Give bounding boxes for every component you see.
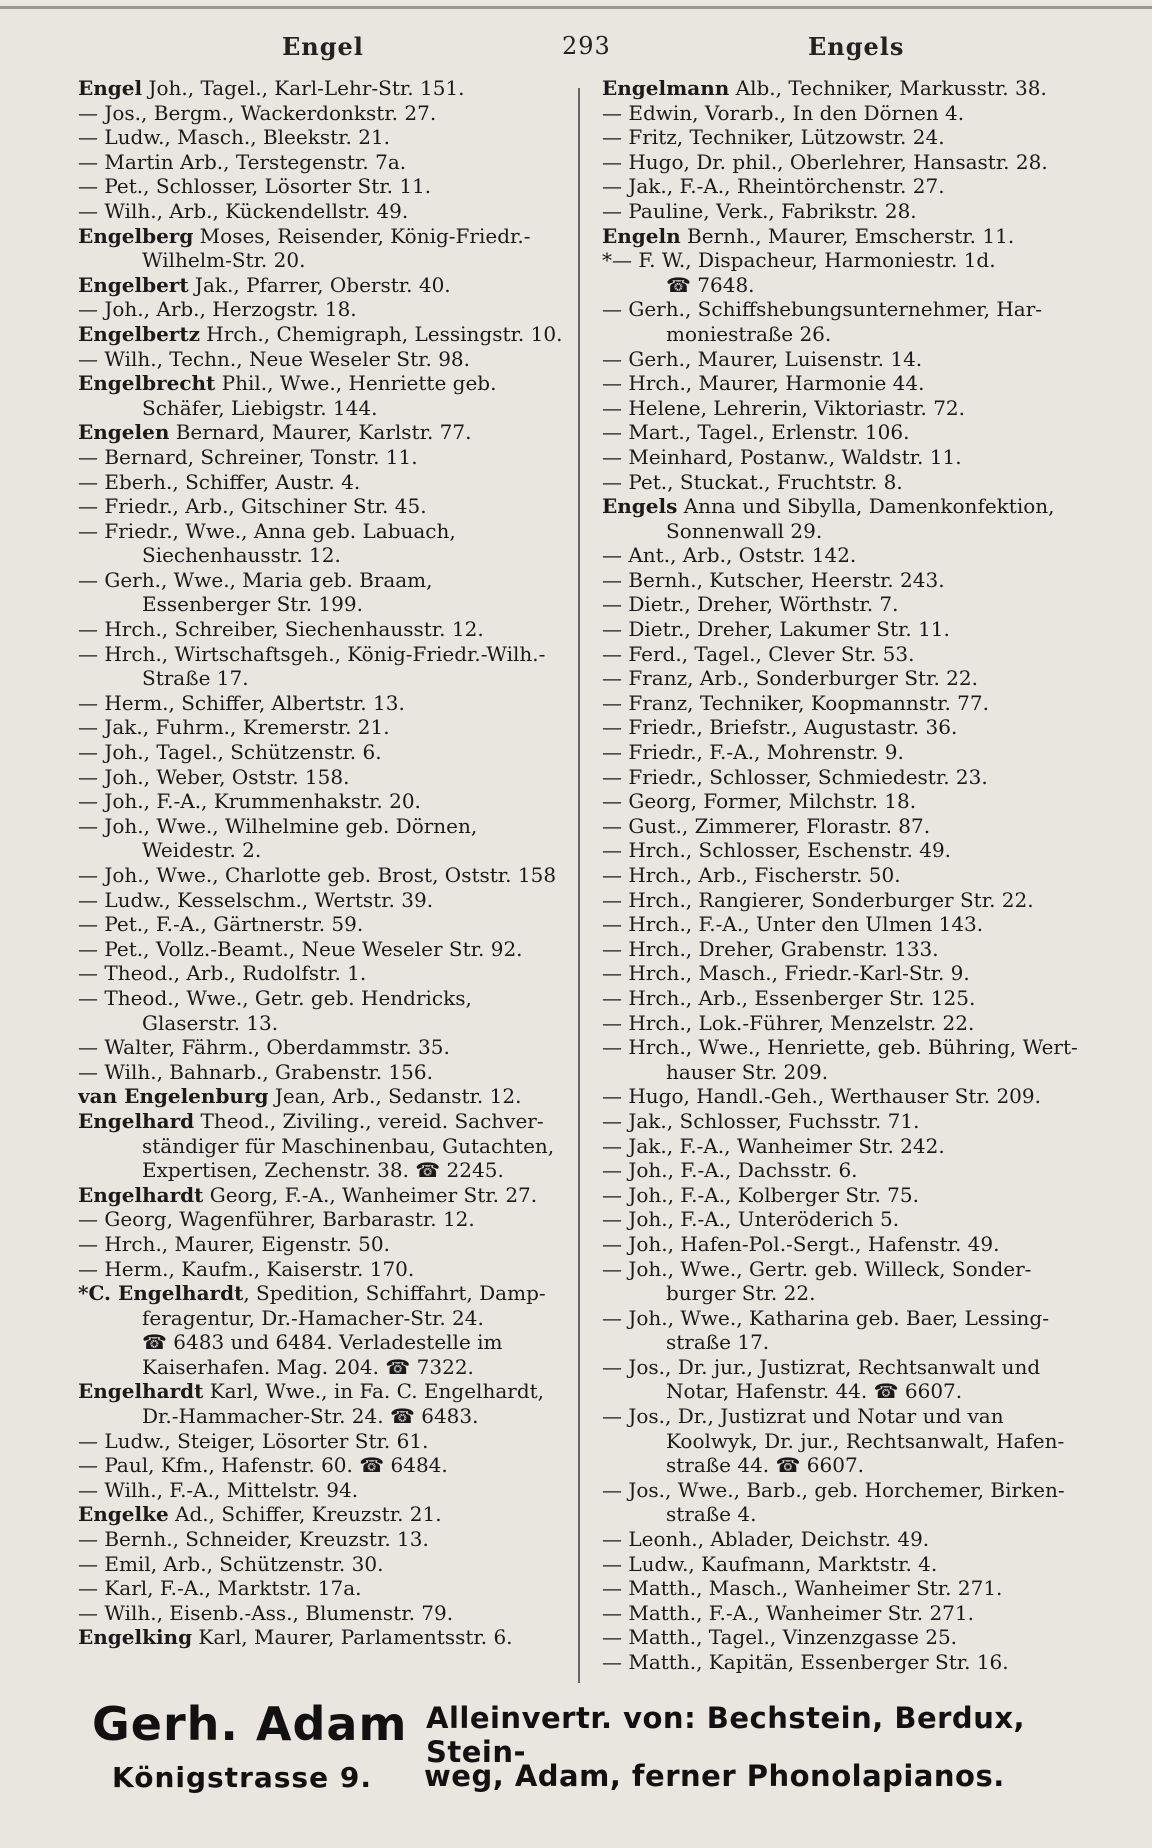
entry-text: — Franz, Techniker, Koopmannstr. 77. xyxy=(602,690,989,715)
directory-entry xyxy=(602,297,1122,322)
entry-text: — Joh., F.-A., Kolberger Str. 75. xyxy=(602,1182,919,1207)
entry-text: — Fritz, Techniker, Lützowstr. 24. xyxy=(602,125,945,150)
directory-entry xyxy=(78,76,588,101)
entry-text: — Pet., Schlosser, Lösorter Str. 11. xyxy=(78,174,432,199)
directory-entry xyxy=(78,1183,588,1208)
entry-text: — Karl, F.-A., Marktstr. 17a. xyxy=(78,1576,362,1601)
entry-text: — Georg, Wagenführer, Barbarastr. 12. xyxy=(78,1207,475,1232)
entry-text: — Joh., Wwe., Katharina geb. Baer, Lessing- xyxy=(602,1305,1049,1330)
entry-text: — Jos., Bergm., Wackerdonkstr. 27. xyxy=(78,100,437,125)
directory-entry xyxy=(602,1207,1122,1232)
directory-entry xyxy=(78,297,588,322)
entry-text: — Ludw., Masch., Bleekstr. 21. xyxy=(78,125,391,150)
directory-entry xyxy=(78,1257,588,1282)
entry-text: — Paul, Kfm., Hafenstr. 60. ☎ 6484. xyxy=(78,1453,448,1478)
directory-entry xyxy=(78,1355,588,1380)
directory-entry xyxy=(78,888,588,913)
entry-text: — Jos., Dr., Justizrat und Notar und van xyxy=(602,1404,1004,1429)
directory-entry xyxy=(602,543,1122,568)
entry-text: Dr.-Hammacher-Str. 24. ☎ 6483. xyxy=(142,1404,479,1429)
directory-entry xyxy=(602,1650,1122,1675)
entry-surname: Engelbertz xyxy=(78,321,200,346)
entry-text: — Ferd., Tagel., Clever Str. 53. xyxy=(602,641,915,666)
entry-text: — Joh., Arb., Herzogstr. 18. xyxy=(78,297,357,322)
directory-entry xyxy=(78,1453,588,1478)
directory-entry xyxy=(602,1158,1122,1183)
entry-surname: van Engelenburg xyxy=(78,1084,269,1109)
directory-entry xyxy=(78,1601,588,1626)
directory-entry xyxy=(602,1109,1122,1134)
directory-entry xyxy=(78,666,588,691)
entry-text: — Georg, Former, Milchstr. 18. xyxy=(602,789,917,814)
directory-entry xyxy=(602,1601,1122,1626)
entry-text: feragentur, Dr.-Hamacher-Str. 24. xyxy=(142,1305,484,1330)
entry-text: — Joh., Hafen-Pol.-Sergt., Hafenstr. 49. xyxy=(602,1231,1000,1256)
directory-entry xyxy=(78,396,588,421)
entry-text: — Joh., F.-A., Unteröderich 5. xyxy=(602,1207,900,1232)
directory-entry xyxy=(602,101,1122,126)
directory-entry xyxy=(602,691,1122,716)
entry-text: — Wilh., Arb., Kückendellstr. 49. xyxy=(78,198,409,223)
entry-text: — Edwin, Vorarb., In den Dörnen 4. xyxy=(602,100,965,125)
top-border xyxy=(0,6,1152,9)
directory-entry xyxy=(602,1281,1122,1306)
entry-text: *— F. W., Dispacheur, Harmoniestr. 1d. xyxy=(602,248,996,273)
entry-text: Wilhelm-Str. 20. xyxy=(142,248,306,273)
directory-entry xyxy=(78,1379,588,1404)
directory-entry xyxy=(602,1527,1122,1552)
entry-text: Glaserstr. 13. xyxy=(142,1010,279,1035)
entry-text: — Hrch., Wwe., Henriette, geb. Bühring, Wert- xyxy=(602,1035,1078,1060)
directory-entry xyxy=(602,838,1122,863)
entry-text: Essenberger Str. 199. xyxy=(142,592,363,617)
directory-entry xyxy=(602,961,1122,986)
header-left-keyword: Engel xyxy=(282,32,364,61)
entry-text: — Ludw., Kesselschm., Wertstr. 39. xyxy=(78,887,434,912)
entry-text: — Hrch., Rangierer, Sonderburger Str. 22. xyxy=(602,887,1034,912)
entry-text: — Wilh., F.-A., Mittelstr. 94. xyxy=(78,1477,359,1502)
directory-entry xyxy=(78,838,588,863)
entry-text: — Hrch., Maurer, Harmonie 44. xyxy=(602,371,925,396)
directory-entry xyxy=(602,1330,1122,1355)
entry-text: — Gerh., Wwe., Maria geb. Braam, xyxy=(78,567,433,592)
directory-entry xyxy=(78,371,588,396)
entry-text: — Eberh., Schiffer, Austr. 4. xyxy=(78,469,361,494)
entry-text: — Martin Arb., Terstegenstr. 7a. xyxy=(78,149,407,174)
entry-text: Karl, Wwe., in Fa. C. Engelhardt, xyxy=(203,1379,545,1404)
entry-surname: Engel xyxy=(78,76,143,100)
entry-text: — Joh., Weber, Oststr. 158. xyxy=(78,764,350,789)
entry-text: — Wilh., Bahnarb., Grabenstr. 156. xyxy=(78,1059,433,1084)
directory-entry xyxy=(602,347,1122,372)
entry-text: — Wilh., Eisenb.-Ass., Blumenstr. 79. xyxy=(78,1600,454,1625)
entry-text: — Jos., Wwe., Barb., geb. Horchemer, Birken- xyxy=(602,1477,1065,1502)
directory-entry xyxy=(78,1035,588,1060)
entry-text: Bernh., Maurer, Emscherstr. 11. xyxy=(680,223,1015,248)
entry-text: — Joh., Tagel., Schützenstr. 6. xyxy=(78,740,382,765)
entry-surname: Engels xyxy=(602,494,678,519)
entry-text: — Theod., Arb., Rudolfstr. 1. xyxy=(78,961,367,986)
header-right-keyword: Engels xyxy=(808,32,905,61)
directory-entry xyxy=(78,347,588,372)
entry-text: — Jak., F.-A., Wanheimer Str. 242. xyxy=(602,1133,945,1158)
directory-entry xyxy=(602,273,1122,298)
directory-entry xyxy=(78,568,588,593)
directory-entry xyxy=(78,273,588,298)
left-column xyxy=(78,76,588,1650)
entry-text: — Joh., Wwe., Wilhelmine geb. Dörnen, xyxy=(78,813,478,838)
entry-text: — Ludw., Kaufmann, Marktstr. 4. xyxy=(602,1551,938,1576)
entry-text: burger Str. 22. xyxy=(666,1281,816,1306)
entry-surname: *C. Engelhardt xyxy=(78,1281,244,1306)
directory-entry xyxy=(78,1330,588,1355)
directory-entry xyxy=(602,322,1122,347)
directory-entry xyxy=(78,420,588,445)
entry-text: — Friedr., Wwe., Anna geb. Labuach, xyxy=(78,518,456,543)
directory-entry xyxy=(78,1625,588,1650)
entry-text: — Leonh., Ablader, Deichstr. 49. xyxy=(602,1527,930,1552)
advertisement xyxy=(88,1697,1118,1817)
directory-entry xyxy=(78,1281,588,1306)
directory-entry xyxy=(602,986,1122,1011)
entry-text: Joh., Tagel., Karl-Lehr-Str. 151. xyxy=(142,76,465,100)
entry-surname: Engelking xyxy=(78,1625,193,1650)
directory-entry xyxy=(78,863,588,888)
entry-text: straße 44. ☎ 6607. xyxy=(666,1453,865,1478)
entry-text: Straße 17. xyxy=(142,666,249,691)
directory-entry xyxy=(78,691,588,716)
entry-text: Ad., Schiffer, Kreuzstr. 21. xyxy=(168,1502,442,1527)
directory-entry xyxy=(78,740,588,765)
directory-entry xyxy=(78,224,588,249)
entry-text: — Matth., Tagel., Vinzenzgasse 25. xyxy=(602,1625,958,1650)
directory-entry xyxy=(78,1232,588,1257)
entry-surname: Engelen xyxy=(78,420,170,445)
entry-text: — Friedr., F.-A., Mohrenstr. 9. xyxy=(602,740,904,765)
directory-entry xyxy=(78,961,588,986)
directory-entry xyxy=(78,1478,588,1503)
entry-text: Georg, F.-A., Wanheimer Str. 27. xyxy=(203,1182,538,1207)
directory-entry xyxy=(78,986,588,1011)
directory-entry xyxy=(78,1011,588,1036)
directory-entry xyxy=(602,420,1122,445)
entry-text: — Ant., Arb., Oststr. 142. xyxy=(602,543,857,568)
entry-surname: Engelhardt xyxy=(78,1182,204,1207)
directory-entry xyxy=(78,642,588,667)
entry-text: — Hrch., Arb., Essenberger Str. 125. xyxy=(602,985,976,1010)
directory-entry xyxy=(602,912,1122,937)
directory-entry xyxy=(78,1134,588,1159)
entry-surname: Engelhard xyxy=(78,1108,195,1133)
directory-entry xyxy=(78,1576,588,1601)
directory-entry xyxy=(602,863,1122,888)
directory-entry xyxy=(78,1429,588,1454)
entry-text: — Dietr., Dreher, Lakumer Str. 11. xyxy=(602,617,950,642)
entry-text: — Meinhard, Postanw., Waldstr. 11. xyxy=(602,444,962,469)
directory-entry xyxy=(602,1306,1122,1331)
directory-entry xyxy=(78,1306,588,1331)
directory-entry xyxy=(78,470,588,495)
directory-entry xyxy=(602,1011,1122,1036)
entry-text: — Dietr., Dreher, Wörthstr. 7. xyxy=(602,592,899,617)
entry-text: Notar, Hafenstr. 44. ☎ 6607. xyxy=(666,1379,963,1404)
entry-text: Schäfer, Liebigstr. 144. xyxy=(142,395,378,420)
directory-entry xyxy=(78,150,588,175)
entry-text: Expertisen, Zechenstr. 38. ☎ 2245. xyxy=(142,1158,504,1183)
entry-text: ständiger für Maschinenbau, Gutachten, xyxy=(142,1133,555,1158)
directory-entry xyxy=(78,322,588,347)
entry-text: — Hugo, Handl.-Geh., Werthauser Str. 209. xyxy=(602,1084,1041,1109)
right-column xyxy=(602,76,1122,1675)
entry-text: — Herm., Schiffer, Albertstr. 13. xyxy=(78,690,405,715)
entry-text: Moses, Reisender, König-Friedr.- xyxy=(193,223,531,248)
directory-entry xyxy=(602,1355,1122,1380)
directory-entry xyxy=(78,765,588,790)
entry-text: — Helene, Lehrerin, Viktoriastr. 72. xyxy=(602,395,965,420)
entry-text: Jak., Pfarrer, Oberstr. 40. xyxy=(188,272,451,297)
entry-surname: Engeln xyxy=(602,223,681,248)
directory-entry xyxy=(602,765,1122,790)
directory-entry xyxy=(602,150,1122,175)
directory-entry xyxy=(602,1502,1122,1527)
directory-entry xyxy=(602,199,1122,224)
entry-text: Karl, Maurer, Parlamentsstr. 6. xyxy=(192,1625,513,1650)
entry-text: — Matth., Masch., Wanheimer Str. 271. xyxy=(602,1576,1003,1601)
directory-entry xyxy=(602,1552,1122,1577)
entry-text: — Jos., Dr. jur., Justizrat, Rechtsanwalt und xyxy=(602,1354,1041,1379)
entry-text: moniestraße 26. xyxy=(666,321,832,346)
directory-entry xyxy=(602,396,1122,421)
directory-entry xyxy=(78,1502,588,1527)
directory-entry xyxy=(602,1257,1122,1282)
directory-entry xyxy=(602,642,1122,667)
directory-entry xyxy=(602,224,1122,249)
entry-text: Theod., Ziviling., vereid. Sachver- xyxy=(194,1108,544,1133)
entry-text: , Spedition, Schiffahrt, Damp- xyxy=(243,1281,546,1306)
entry-text: — Hrch., Wirtschaftsgeh., König-Friedr.-Wilh.- xyxy=(78,641,546,666)
entry-text: — Friedr., Arb., Gitschiner Str. 45. xyxy=(78,494,427,519)
ad-text-line-2: weg, Adam, ferner Phonolapianos. xyxy=(424,1759,1005,1793)
directory-entry xyxy=(602,1035,1122,1060)
directory-entry xyxy=(602,568,1122,593)
directory-entry xyxy=(602,248,1122,273)
entry-text: — Pet., Vollz.-Beamt., Neue Weseler Str. 92. xyxy=(78,936,523,961)
entry-text: — Bernard, Schreiner, Tonstr. 11. xyxy=(78,444,418,469)
entry-text: straße 4. xyxy=(666,1502,757,1527)
entry-text: Siechenhausstr. 12. xyxy=(142,543,341,568)
directory-entry xyxy=(602,1379,1122,1404)
entry-text: — Gerh., Schiffshebungsunternehmer, Har- xyxy=(602,297,1043,322)
entry-text: Sonnenwall 29. xyxy=(666,518,823,543)
directory-entry xyxy=(78,125,588,150)
entry-text: — Mart., Tagel., Erlenstr. 106. xyxy=(602,420,910,445)
entry-surname: Engelbert xyxy=(78,272,189,297)
directory-entry xyxy=(602,1134,1122,1159)
entry-text: Hrch., Chemigraph, Lessingstr. 10. xyxy=(199,321,563,346)
entry-text: — Matth., F.-A., Wanheimer Str. 271. xyxy=(602,1600,974,1625)
directory-entry xyxy=(78,101,588,126)
directory-entry xyxy=(78,715,588,740)
directory-entry xyxy=(78,199,588,224)
entry-text: straße 17. xyxy=(666,1330,770,1355)
entry-text: Phil., Wwe., Henriette geb. xyxy=(215,371,497,396)
directory-entry xyxy=(602,519,1122,544)
entry-text: Koolwyk, Dr. jur., Rechtsanwalt, Hafen- xyxy=(666,1428,1065,1453)
entry-text: — Friedr., Schlosser, Schmiedestr. 23. xyxy=(602,764,988,789)
directory-entry xyxy=(78,1060,588,1085)
directory-entry xyxy=(602,715,1122,740)
entry-text: — Franz, Arb., Sonderburger Str. 22. xyxy=(602,666,978,691)
entry-text: — Hrch., Arb., Fischerstr. 50. xyxy=(602,863,901,887)
directory-entry xyxy=(78,1109,588,1134)
entry-text: — Hrch., Maurer, Eigenstr. 50. xyxy=(78,1231,390,1256)
entry-text: — Hugo, Dr. phil., Oberlehrer, Hansastr. 28. xyxy=(602,149,1048,174)
entry-text: — Hrch., Schreiber, Siechenhausstr. 12. xyxy=(78,617,484,642)
entry-text: — Bernh., Schneider, Kreuzstr. 13. xyxy=(78,1527,429,1552)
directory-entry xyxy=(78,1158,588,1183)
entry-text: Alb., Techniker, Markusstr. 38. xyxy=(729,76,1047,100)
entry-text: — Pauline, Verk., Fabrikstr. 28. xyxy=(602,198,917,223)
entry-text: — Herm., Kaufm., Kaiserstr. 170. xyxy=(78,1256,415,1281)
entry-text: — Joh., F.-A., Krummenhakstr. 20. xyxy=(78,789,421,814)
entry-text: — Wilh., Techn., Neue Weseler Str. 98. xyxy=(78,346,471,371)
entry-surname: Engelhardt xyxy=(78,1379,204,1404)
entry-text: — Joh., F.-A., Dachsstr. 6. xyxy=(602,1158,858,1183)
directory-entry xyxy=(78,1084,588,1109)
directory-entry xyxy=(602,1625,1122,1650)
directory-entry xyxy=(602,666,1122,691)
directory-entry xyxy=(602,1478,1122,1503)
entry-text: Weidestr. 2. xyxy=(142,838,262,863)
directory-entry xyxy=(602,814,1122,839)
directory-entry xyxy=(602,1183,1122,1208)
directory-entry xyxy=(78,617,588,642)
entry-text: — Joh., Wwe., Gertr. geb. Willeck, Sonder- xyxy=(602,1256,1032,1281)
directory-entry xyxy=(602,789,1122,814)
directory-entry xyxy=(78,248,588,273)
directory-entry xyxy=(602,371,1122,396)
entry-text: Kaiserhafen. Mag. 204. ☎ 7322. xyxy=(142,1354,474,1379)
directory-entry xyxy=(78,1207,588,1232)
ad-text-line-1: Alleinvertr. von: Bechstein, Berdux, Stein- xyxy=(426,1701,1026,1769)
directory-entry xyxy=(78,445,588,470)
entry-text: — Ludw., Steiger, Lösorter Str. 61. xyxy=(78,1428,429,1453)
entry-text: — Gerh., Maurer, Luisenstr. 14. xyxy=(602,346,923,371)
directory-entry xyxy=(602,445,1122,470)
directory-entry xyxy=(602,1404,1122,1429)
directory-entry xyxy=(602,1429,1122,1454)
entry-text: — Bernh., Kutscher, Heerstr. 243. xyxy=(602,567,945,592)
entry-text: — Hrch., F.-A., Unter den Ulmen 143. xyxy=(602,912,984,937)
entry-text: — Jak., Fuhrm., Kremerstr. 21. xyxy=(78,715,390,740)
directory-entry xyxy=(602,740,1122,765)
directory-entry xyxy=(78,494,588,519)
directory-entry xyxy=(602,937,1122,962)
directory-entry xyxy=(602,494,1122,519)
directory-entry xyxy=(602,125,1122,150)
entry-text: ☎ 7648. xyxy=(666,272,755,297)
ad-company-name: Gerh. Adam xyxy=(92,1697,408,1751)
entry-text: — Jak., Schlosser, Fuchsstr. 71. xyxy=(602,1108,920,1133)
entry-text: — Walter, Fährm., Oberdammstr. 35. xyxy=(78,1035,450,1060)
directory-entry xyxy=(78,592,588,617)
entry-text: — Matth., Kapitän, Essenberger Str. 16. xyxy=(602,1650,1009,1674)
entry-text: — Hrch., Lok.-Führer, Menzelstr. 22. xyxy=(602,1010,975,1035)
entry-text: — Hrch., Masch., Friedr.-Karl-Str. 9. xyxy=(602,961,970,986)
entry-text: ☎ 6483 und 6484. Verladestelle im xyxy=(142,1330,503,1355)
directory-entry xyxy=(78,174,588,199)
directory-entry xyxy=(78,1527,588,1552)
directory-entry xyxy=(78,1552,588,1577)
directory-entry xyxy=(602,1060,1122,1085)
directory-entry xyxy=(602,1232,1122,1257)
entry-text: — Emil, Arb., Schützenstr. 30. xyxy=(78,1551,384,1576)
directory-entry xyxy=(602,1576,1122,1601)
directory-entry xyxy=(602,76,1122,101)
entry-text: — Jak., F.-A., Rheintörchenstr. 27. xyxy=(602,174,945,199)
directory-entry xyxy=(602,592,1122,617)
entry-text: — Joh., Wwe., Charlotte geb. Brost, Oststr. 158 xyxy=(78,863,557,887)
entry-text: — Gust., Zimmerer, Florastr. 87. xyxy=(602,813,931,838)
directory-entry xyxy=(602,617,1122,642)
entry-text: Bernard, Maurer, Karlstr. 77. xyxy=(169,420,472,445)
entry-text: hauser Str. 209. xyxy=(666,1059,829,1084)
entry-surname: Engelmann xyxy=(602,76,730,100)
directory-entry xyxy=(602,1084,1122,1109)
directory-entry xyxy=(602,470,1122,495)
directory-entry xyxy=(78,912,588,937)
entry-text: — Theod., Wwe., Getr. geb. Hendricks, xyxy=(78,985,472,1010)
entry-surname: Engelberg xyxy=(78,223,194,248)
page-number: 293 xyxy=(562,32,611,60)
entry-surname: Engelke xyxy=(78,1502,169,1527)
directory-entry xyxy=(78,543,588,568)
entry-surname: Engelbrecht xyxy=(78,371,216,396)
entry-text: Jean, Arb., Sedanstr. 12. xyxy=(268,1084,522,1109)
directory-entry xyxy=(78,814,588,839)
entry-text: — Pet., F.-A., Gärtnerstr. 59. xyxy=(78,912,364,937)
entry-text: Anna und Sibylla, Damenkonfektion, xyxy=(677,494,1055,519)
entry-text: — Friedr., Briefstr., Augustastr. 36. xyxy=(602,715,958,740)
directory-entry xyxy=(602,174,1122,199)
entry-text: — Hrch., Dreher, Grabenstr. 133. xyxy=(602,936,939,961)
directory-entry xyxy=(78,937,588,962)
directory-entry xyxy=(602,888,1122,913)
directory-entry xyxy=(78,789,588,814)
directory-entry xyxy=(602,1453,1122,1478)
directory-entry xyxy=(78,1404,588,1429)
ad-address: Königstrasse 9. xyxy=(112,1761,372,1794)
entry-text: — Pet., Stuckat., Fruchtstr. 8. xyxy=(602,469,903,494)
directory-entry xyxy=(78,519,588,544)
entry-text: — Hrch., Schlosser, Eschenstr. 49. xyxy=(602,838,952,863)
